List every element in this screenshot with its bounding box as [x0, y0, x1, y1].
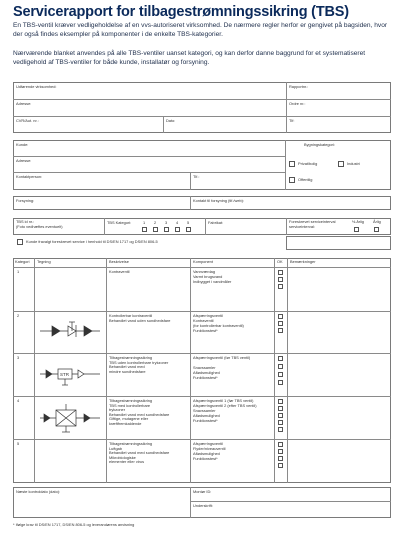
- row-3-ok-checkbox-4[interactable]: [278, 380, 283, 385]
- row-5-ok-checkbox-1[interactable]: [278, 442, 283, 447]
- private-label: Privat/bolig: [298, 161, 318, 166]
- industry-label: Industri: [347, 161, 360, 166]
- row-3-ok-checkbox-3[interactable]: [278, 372, 283, 377]
- svg-text:STR: STR: [60, 372, 69, 377]
- row-4-ok-checkbox-3[interactable]: [278, 413, 283, 418]
- row-3-component-3: Snavssamler: [193, 365, 216, 370]
- row-5-category: 5: [17, 441, 20, 446]
- customer-address-field[interactable]: Adresse:: [16, 158, 32, 163]
- header-component: Komponent: [193, 259, 213, 264]
- public-label: Offentlig: [298, 177, 313, 182]
- tbs-category-2: 2: [154, 220, 157, 225]
- supply-field[interactable]: Forsyning:: [16, 198, 35, 203]
- tbs-category-5-checkbox[interactable]: [186, 227, 191, 232]
- contractor-phone-field[interactable]: Tlf:: [289, 118, 295, 123]
- row-5-component-4: Funktionstest*: [193, 456, 218, 461]
- footnote: * Ifølge krav til DS/EN 1717, DS/EN 806-5 og leverandørens anvisning: [13, 522, 135, 527]
- order-number-field[interactable]: Ordre nr.:: [289, 101, 306, 106]
- tbs-category-3-checkbox[interactable]: [164, 227, 169, 232]
- row-1-component-1: Vannværdag: [193, 269, 215, 274]
- row-3-component-1: Afspærringsventil (før TBS ventil): [193, 355, 251, 360]
- row-2-component-2: Kontraventil: [193, 318, 214, 323]
- row-4-component-4: Aflødsmulighed: [193, 413, 220, 418]
- half-yearly-checkbox[interactable]: [354, 227, 359, 232]
- row-1-ok-checkbox-2[interactable]: [278, 277, 283, 282]
- next-control-date-field[interactable]: Næste kontroldato (dato):: [16, 489, 61, 494]
- row-1-category: 1: [17, 269, 20, 274]
- row-2-ok-checkbox-3[interactable]: [278, 328, 283, 333]
- tbs-category-2-checkbox[interactable]: [153, 227, 158, 232]
- tbs-category-5: 5: [187, 220, 190, 225]
- row-2-component-4: Funktionstest*: [193, 328, 218, 333]
- declined-remarks-box: [286, 236, 391, 250]
- row-4-ok-checkbox-4[interactable]: [278, 420, 283, 425]
- header-description: Beskrivelse: [109, 259, 129, 264]
- row-4-ok-checkbox-2[interactable]: [278, 406, 283, 411]
- date-field[interactable]: Dato:: [166, 118, 176, 123]
- row-4-component-5: Funktionstest*: [193, 418, 218, 423]
- header-remarks: Bemærkninger: [290, 259, 316, 264]
- row-1-component-3: Indbygget i vandmåler: [193, 279, 232, 284]
- row-4-drawing-reduced-pressure-icon: [38, 401, 102, 435]
- row-3-description: Tilbagestrømningssikring TBS uden kontrollerbare trykzoner Behandlet vand med mindre sundhedsfare: [109, 355, 169, 374]
- row-5-description: Tilbagestrømningssikring Luftgab Behandlet vand med sundhedsfare Mikrobiologiske elementer eller virus: [109, 441, 170, 465]
- contractor-name-field[interactable]: Udførende virksomhed:: [16, 84, 57, 89]
- row-1-description: Kontraventil: [109, 269, 130, 274]
- tbs-category-label: TBS Kategori:: [107, 220, 132, 225]
- half-yearly-label: ½-årlig: [352, 219, 364, 224]
- contractor-section: [13, 82, 391, 133]
- row-4-component-2: Afspærringsventil 2 (efter TBS ventil): [193, 403, 257, 408]
- contractor-address-field[interactable]: Adresse:: [16, 101, 32, 106]
- row-5-ok-checkbox-3[interactable]: [278, 456, 283, 461]
- tbs-id-field[interactable]: TBS id nr.: (Foto vedhæftes eventuelt): [16, 219, 63, 229]
- row-3-category: 3: [17, 355, 20, 360]
- yearly-checkbox[interactable]: [374, 227, 379, 232]
- tbs-category-1: 1: [143, 220, 146, 225]
- intro-paragraph-2: Nærværende blanket anvendes på alle TBS-ventiler uanset kategori, og kan derfor danne baggrund for et systematiseret vedligehold af TBS-ventiler for både kunde, installatør og forsyning.: [13, 50, 366, 66]
- row-2-component-1: Afspærringsventil: [193, 313, 224, 318]
- service-interval-label: Foreskrevet serviceinterval serviceinterval:: [289, 219, 336, 229]
- public-checkbox[interactable]: [289, 177, 295, 183]
- report-number-field[interactable]: Rapportnr.:: [289, 84, 309, 89]
- cvr-field[interactable]: CVR/Aut. nr.:: [16, 118, 39, 123]
- row-4-ok-checkbox-5[interactable]: [278, 427, 283, 432]
- tbs-category-4-checkbox[interactable]: [175, 227, 180, 232]
- customer-phone-field[interactable]: Tlf.:: [193, 174, 200, 179]
- tbs-category-1-checkbox[interactable]: [142, 227, 147, 232]
- tbs-category-3: 3: [165, 220, 168, 225]
- private-checkbox[interactable]: [289, 161, 295, 167]
- row-5-component-3: Aflødsmulighed: [193, 451, 220, 456]
- contact-person-field[interactable]: Kontaktperson:: [16, 174, 43, 179]
- row-2-drawing-check-valve-icon: [38, 318, 102, 344]
- row-4-ok-checkbox-1[interactable]: [278, 399, 283, 404]
- fitter-id-field[interactable]: Montør ID:: [193, 489, 212, 494]
- row-4-description: Tilbagestrømningssikring TBS med kontrollerbare trykzoner Behandlet vand med sundhedsfare Giftige, mutagene eller kræftfremkaldende: [109, 398, 170, 426]
- signature-field[interactable]: Underskrift:: [193, 503, 213, 508]
- row-4-component-3: Snavssamler: [193, 408, 216, 413]
- yearly-label: Årlig: [373, 219, 381, 224]
- header-category: Kategori: [15, 259, 30, 264]
- row-5-component-2: Flyder/niveauventil: [193, 446, 226, 451]
- manufacturer-field[interactable]: Fabrikat:: [208, 220, 224, 225]
- row-4-category: 4: [17, 398, 20, 403]
- header-ok: OK: [277, 259, 283, 264]
- customer-declined-checkbox[interactable]: [17, 239, 23, 245]
- row-2-description: Kontrollerbar kontraventil Behandlet vand uden sundhedsfare: [109, 313, 171, 323]
- row-5-ok-checkbox-2[interactable]: [278, 449, 283, 454]
- row-2-ok-checkbox-2[interactable]: [278, 321, 283, 326]
- building-category-label: Bygningskategori:: [304, 142, 335, 147]
- intro-paragraph-1: En TBS-ventil kræver vedligeholdelse af en vvs-autoriseret virksomhed. De nærmere regler herfor er gengivet på bagsiden, hvor der også findes eksempler på komponenter i de enkelte TBS-kategorier.: [13, 22, 388, 38]
- row-2-component-3: (for kontrollerbar kontraventil): [193, 323, 244, 328]
- row-5-component-1: Afspærringsventil: [193, 441, 224, 446]
- page-title: Servicerapport for tilbagestrømningssikring (TBS): [13, 4, 349, 20]
- supply-contact-field[interactable]: Kontakt til forsyning (tlf./web):: [193, 198, 245, 203]
- row-4-component-1: Afspærringsventil 1 (før TBS ventil): [193, 398, 254, 403]
- row-5-ok-checkbox-4[interactable]: [278, 463, 283, 468]
- row-2-ok-checkbox-1[interactable]: [278, 314, 283, 319]
- row-3-ok-checkbox-1[interactable]: [278, 356, 283, 361]
- header-drawing: Tegning: [37, 259, 51, 264]
- customer-declined-label: Kunde fravalgt foreskrevet service i henhold til DS/EN 1717 og DS/EN 806-5: [26, 239, 158, 244]
- row-3-ok-checkbox-2[interactable]: [278, 364, 283, 369]
- row-1-ok-checkbox-1[interactable]: [278, 270, 283, 275]
- row-2-category: 2: [17, 313, 20, 318]
- row-3-drawing-strainer-icon: [38, 360, 102, 388]
- row-1-component-2: Varmt brugsvand: [193, 274, 223, 279]
- row-1-ok-checkbox-3[interactable]: [278, 284, 283, 289]
- industry-checkbox[interactable]: [338, 161, 344, 167]
- row-3-component-5: Funktionstest*: [193, 375, 218, 380]
- customer-name-field[interactable]: Kunde:: [16, 142, 29, 147]
- row-3-component-4: Aflødsmulighed: [193, 370, 220, 375]
- tbs-category-4: 4: [176, 220, 179, 225]
